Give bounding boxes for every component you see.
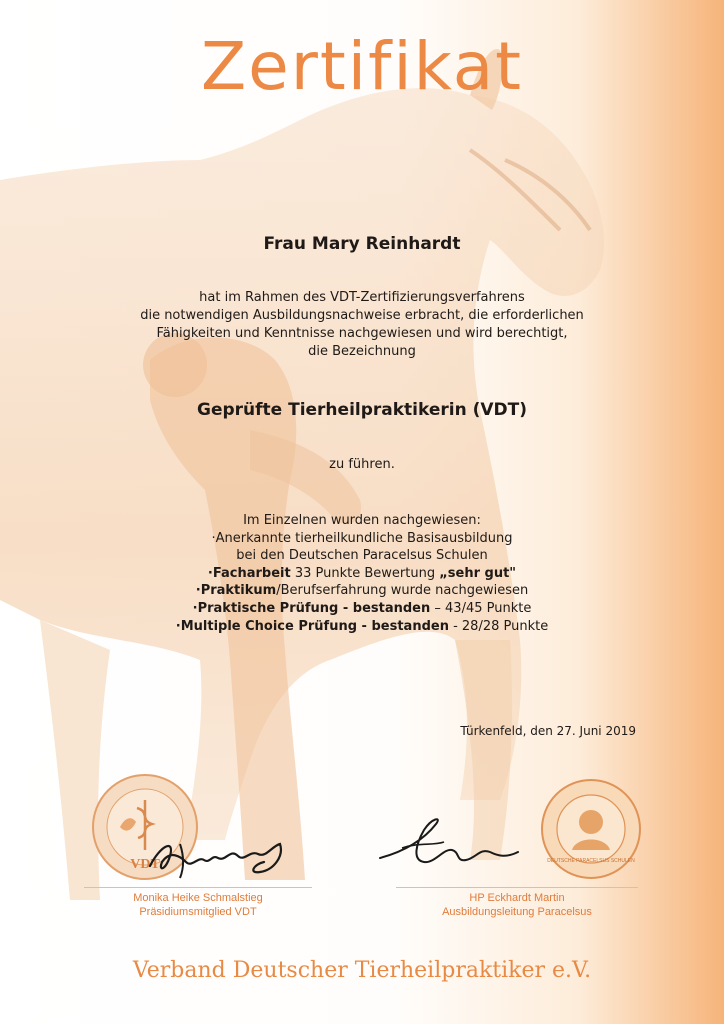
degree-title: Geprüfte Tierheilpraktikerin (VDT) — [196, 400, 528, 420]
place-date: Türkenfeld, den 27. Juni 2019 — [460, 724, 636, 738]
details-list — [0, 512, 724, 635]
praktikum-text: /Berufserfahrung wurde nachgewiesen — [276, 583, 529, 599]
mc-points: - 28/28 Punkte — [448, 618, 549, 634]
signatory-left — [84, 891, 312, 919]
detail-line: ·Anerkannte tierheilkundliche Basisausbildung — [211, 530, 513, 546]
signatory-left-role: Präsidiumsmitglied VDT — [139, 906, 257, 918]
footer-organization: Verband Deutscher Tierheilpraktiker e.V. — [132, 958, 592, 983]
signatory-right-name: HP Eckhardt Martin — [469, 892, 565, 904]
intro-text — [0, 289, 724, 361]
facharbeit-points: 33 Punkte Bewertung — [290, 565, 440, 581]
detail-pruefung — [0, 600, 724, 618]
recipient-name: Frau Mary Reinhardt — [263, 234, 461, 254]
details-lead: Im Einzelnen wurden nachgewiesen: — [243, 513, 481, 528]
degree-suffix: zu führen. — [329, 457, 395, 472]
paracelsus-seal-icon — [540, 778, 642, 880]
pruefung-label: ·Praktische Prüfung - bestanden — [192, 600, 431, 616]
signature-left — [140, 826, 290, 884]
intro-line: hat im Rahmen des VDT-Zertifizierungsverfahrens — [199, 290, 525, 305]
signatory-left-name: Monika Heike Schmalstieg — [133, 892, 263, 904]
signature-right — [372, 812, 532, 872]
certificate-title: Zertifikat — [200, 28, 524, 105]
pruefung-points: – 43/45 Punkte — [430, 600, 532, 616]
facharbeit-grade: „sehr gut" — [439, 565, 517, 581]
intro-line: die Bezeichnung — [308, 344, 416, 359]
intro-line: die notwendigen Ausbildungsnachweise erbracht, die erforderlichen — [140, 308, 584, 323]
detail-praktikum — [0, 582, 724, 600]
signatory-right — [396, 891, 638, 919]
praktikum-label: ·Praktikum — [195, 583, 277, 599]
signature-line-right — [396, 887, 638, 888]
intro-line: Fähigkeiten und Kenntnisse nachgewiesen und wird berechtigt, — [156, 326, 568, 341]
detail-line: bei den Deutschen Paracelsus Schulen — [236, 548, 488, 564]
signatory-right-role: Ausbildungsleitung Paracelsus — [442, 906, 592, 918]
detail-multiple-choice — [0, 618, 724, 636]
paracelsus-seal-text: DEUTSCHE PARACELSUS SCHULEN — [547, 858, 635, 864]
facharbeit-label: ·Facharbeit — [207, 565, 291, 581]
signature-line-left — [84, 887, 312, 888]
mc-label: ·Multiple Choice Prüfung - bestanden — [175, 618, 449, 634]
detail-facharbeit — [0, 565, 724, 583]
vdt-seal-mark: VDT — [130, 857, 160, 872]
